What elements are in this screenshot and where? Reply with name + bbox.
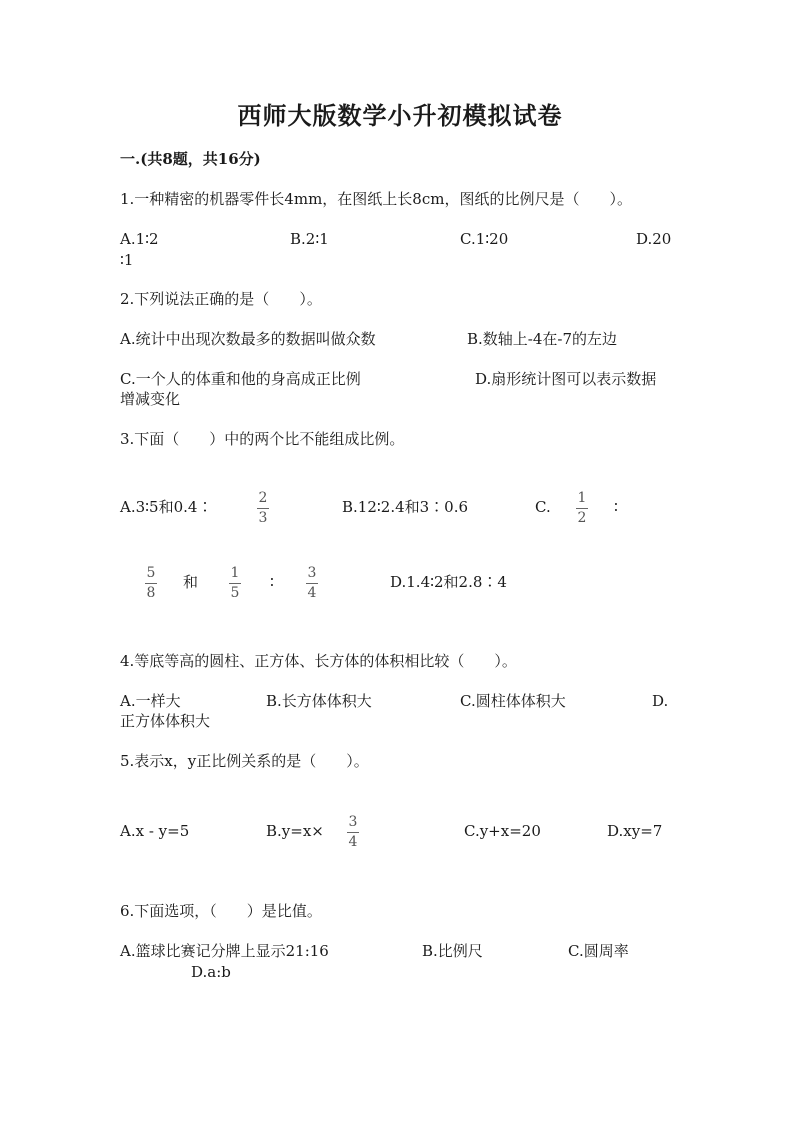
question-3-stem: 3.下面（ ）中的两个比不能组成比例。	[120, 430, 405, 448]
question-5-stem: 5.表示x，y正比例关系的是（ ）。	[120, 752, 369, 770]
q2-option-d-continued: 增减变化	[120, 390, 181, 408]
fraction-denominator: 4	[348, 834, 358, 850]
q1-option-b[interactable]: B.2∶1	[290, 230, 329, 248]
fraction-numerator: 3	[348, 814, 358, 830]
fraction-denominator: 4	[307, 585, 317, 601]
question-6-stem: 6.下面选项，（ ）是比值。	[120, 902, 322, 920]
q2-option-d[interactable]: D.扇形统计图可以表示数据	[475, 370, 657, 388]
fraction-numerator: 1	[577, 490, 587, 506]
q3-fraction-2-3	[257, 491, 269, 526]
exam-title: 西师大版数学小升初模拟试卷	[237, 101, 563, 130]
q3-option-d[interactable]: D.1.4∶2和2.8∶4	[390, 573, 507, 591]
fraction-bar	[347, 832, 359, 833]
q1-option-d[interactable]: D.20	[636, 230, 672, 248]
q2-option-a[interactable]: A.统计中出现次数最多的数据叫做众数	[120, 330, 376, 348]
fraction-numerator: 2	[258, 490, 268, 506]
q1-option-d-continued: ∶1	[120, 251, 134, 269]
fraction-denominator: 5	[230, 585, 240, 601]
fraction-denominator: 2	[577, 510, 587, 526]
q3-fraction-1-2	[576, 491, 588, 526]
fraction-bar	[145, 583, 157, 584]
question-1-stem: 1.一种精密的机器零件长4mm，在图纸上长8cm，图纸的比例尺是（ ）。	[120, 190, 632, 208]
q1-option-c[interactable]: C.1∶20	[460, 230, 509, 248]
q3-fraction-3-4	[306, 566, 318, 601]
q5-option-d[interactable]: D.xy=7	[607, 822, 663, 840]
fraction-bar	[229, 583, 241, 584]
q5-option-c[interactable]: C.y+x=20	[464, 822, 541, 840]
q3-ratio-sign: ∶	[614, 498, 618, 516]
q4-option-c[interactable]: C.圆柱体体积大	[460, 692, 566, 710]
q4-option-a[interactable]: A.一样大	[120, 692, 181, 710]
q5-fraction-3-4	[347, 815, 359, 850]
fraction-numerator: 5	[146, 565, 156, 581]
q6-option-c[interactable]: C.圆周率	[568, 942, 629, 960]
fraction-denominator: 3	[258, 510, 268, 526]
q3-option-a[interactable]: A.3∶5和0.4∶	[120, 498, 213, 516]
q5-option-b[interactable]: B.y=x×	[266, 822, 324, 840]
q6-option-b[interactable]: B.比例尺	[422, 942, 483, 960]
q2-option-b[interactable]: B.数轴上-4在-7的左边	[467, 330, 618, 348]
q3-ratio-sign-2: ∶	[270, 573, 274, 591]
q3-and-word: 和	[183, 573, 199, 591]
fraction-bar	[257, 508, 269, 509]
fraction-numerator: 3	[307, 565, 317, 581]
question-2-stem: 2.下列说法正确的是（ ）。	[120, 290, 322, 308]
fraction-bar	[576, 508, 588, 509]
section-header: 一.(共8题，共16分)	[120, 150, 261, 168]
fraction-numerator: 1	[230, 565, 240, 581]
q3-fraction-1-5	[229, 566, 241, 601]
q3-option-b[interactable]: B.12∶2.4和3∶0.6	[342, 498, 469, 516]
q6-option-d[interactable]: D.a:b	[191, 963, 231, 981]
q4-option-d-continued: 正方体体积大	[120, 712, 211, 730]
q4-option-d[interactable]: D.	[652, 692, 669, 710]
q3-fraction-5-8	[145, 566, 157, 601]
fraction-denominator: 8	[146, 585, 156, 601]
q6-option-a[interactable]: A.篮球比赛记分牌上显示21:16	[120, 942, 329, 960]
fraction-bar	[306, 583, 318, 584]
q5-option-a[interactable]: A.x - y=5	[120, 822, 190, 840]
q3-option-c[interactable]: C.	[535, 498, 551, 516]
q1-option-a[interactable]: A.1∶2	[120, 230, 159, 248]
q4-option-b[interactable]: B.长方体体积大	[266, 692, 372, 710]
q2-option-c[interactable]: C.一个人的体重和他的身高成正比例	[120, 370, 361, 388]
question-4-stem: 4.等底等高的圆柱、正方体、长方体的体积相比较（ ）。	[120, 652, 517, 670]
